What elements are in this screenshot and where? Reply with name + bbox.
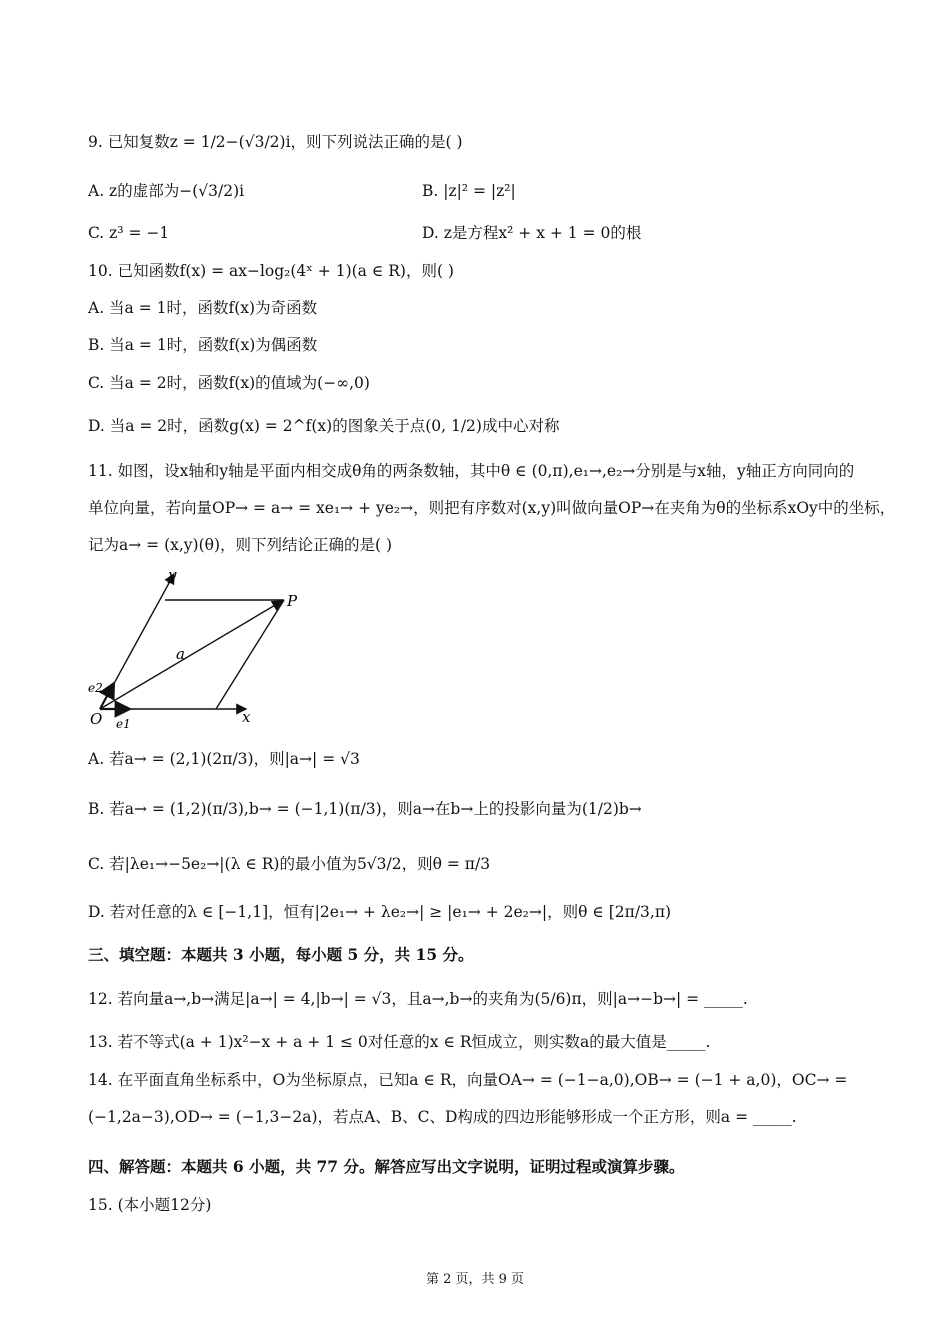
q11-option-c: C. 若|λe₁→−5e₂→|(λ ∈ R)的最小值为5√3/2，则θ = π/3 <box>88 855 491 873</box>
page-footer: 第 2 页，共 9 页 <box>425 1272 525 1287</box>
q14-line2: (−1,2a−3),OD→ = (−1,3−2a)，若点A、B、C、D构成的四边形能够形成一个正方形，则a = _____. <box>88 1108 797 1126</box>
q9-stem: 9. 已知复数z = 1/2−(√3/2)i，则下列说法正确的是( ) <box>88 133 463 151</box>
q9-option-d: D. z是方程x² + x + 1 = 0的根 <box>422 224 642 242</box>
q11-stem-line2: 单位向量，若向量OP→ = a→ = xe₁→ + ye₂→，则把有序数对(x,y)叫做向量OP→在夹角为θ的坐标系xOy中的坐标， <box>88 499 896 517</box>
q10-option-c: C. 当a = 2时，函数f(x)的值域为(−∞,0) <box>88 374 370 392</box>
q15: 15. (本小题12分) <box>88 1196 212 1214</box>
q10-option-b: B. 当a = 1时，函数f(x)为偶函数 <box>88 336 318 354</box>
q9-option-b: B. |z|² = |z²| <box>422 182 516 200</box>
q11-stem-line1: 11. 如图，设x轴和y轴是平面内相交成θ角的两条数轴，其中θ ∈ (0,π),e₁→,e₂→分别是与x轴，y轴正方向同向的 <box>88 462 855 480</box>
q9-option-a: A. z的虚部为−(√3/2)i <box>88 182 245 200</box>
q10-stem: 10. 已知函数f(x) = ax−log₂(4ˣ + 1)(a ∈ R)，则( ) <box>88 262 454 280</box>
section-4-heading: 四、解答题：本题共 6 小题，共 77 分。解答应写出文字说明，证明过程或演算步骤。 <box>88 1157 685 1176</box>
label-p: P <box>287 592 298 610</box>
label-e1: e1 <box>116 717 131 731</box>
label-x: x <box>242 708 251 726</box>
label-o: O <box>90 710 103 728</box>
q11-option-d: D. 若对任意的λ ∈ [−1,1]，恒有|2e₁→ + λe₂→| ≥ |e₁→ + 2e₂→|，则θ ∈ [2π/3,π) <box>88 903 672 921</box>
label-e2: e2 <box>88 681 103 695</box>
q11-option-b: B. 若a→ = (1,2)(π/3),b→ = (−1,1)(π/3)，则a→在b→上的投影向量为(1/2)b→ <box>88 800 642 818</box>
label-a: a <box>176 645 185 663</box>
label-y: y <box>168 566 177 584</box>
q11-option-a: A. 若a→ = (2,1)(2π/3)，则|a→| = √3 <box>88 750 360 768</box>
q10-option-d: D. 当a = 2时，函数g(x) = 2^f(x)的图象关于点(0, 1/2)成中心对称 <box>88 417 560 435</box>
q11-figure <box>84 562 304 734</box>
q12: 12. 若向量a→,b→满足|a→| = 4,|b→| = √3，且a→,b→的夹角为(5/6)π，则|a→−b→| = _____. <box>88 990 748 1008</box>
right-side <box>216 600 284 709</box>
q14-line1: 14. 在平面直角坐标系中，O为坐标原点，已知a ∈ R，向量OA→ = (−1−a,0),OB→ = (−1 + a,0)，OC→ = <box>88 1071 848 1089</box>
section-3-heading: 三、填空题：本题共 3 小题，每小题 5 分，共 15 分。 <box>88 945 474 964</box>
q9-option-c: C. z³ = −1 <box>88 224 170 242</box>
q13: 13. 若不等式(a + 1)x²−x + a + 1 ≤ 0对任意的x ∈ R恒成立，则实数a的最大值是_____. <box>88 1033 711 1051</box>
q11-stem-line3: 记为a→ = (x,y)(θ)，则下列结论正确的是( ) <box>88 536 393 554</box>
vector-a <box>100 601 282 709</box>
q10-option-a: A. 当a = 1时，函数f(x)为奇函数 <box>88 299 318 317</box>
